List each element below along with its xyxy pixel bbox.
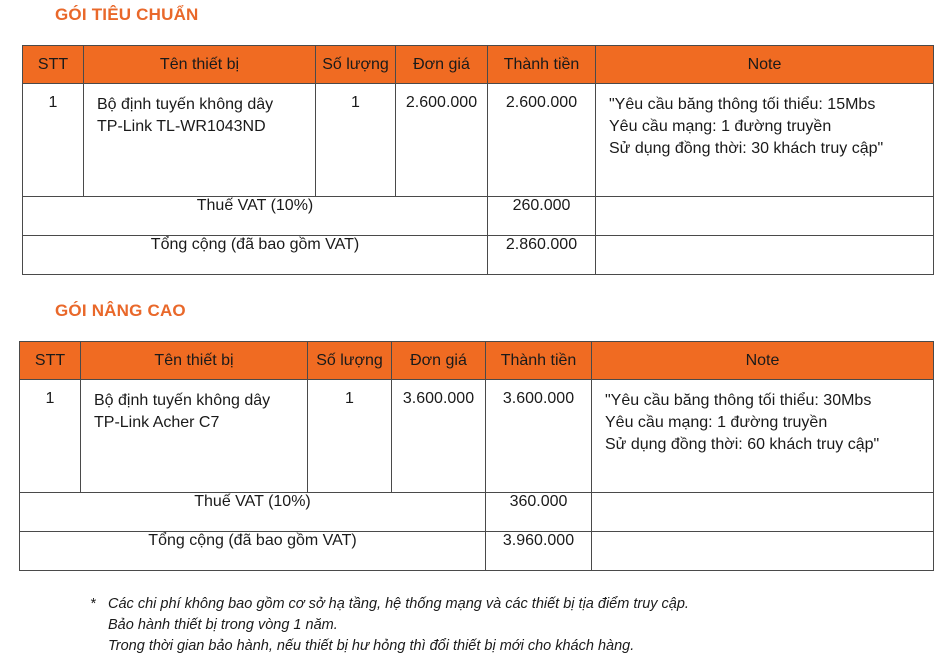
vat-row xyxy=(20,493,934,532)
col-header-stt: STT xyxy=(20,342,81,380)
cell-unit-price: 3.600.000 xyxy=(392,380,486,493)
cell-quantity: 1 xyxy=(308,380,392,493)
vat-note-empty xyxy=(596,197,934,236)
grand-total-value: 2.860.000 xyxy=(488,236,596,275)
quote-table-advanced xyxy=(19,341,934,571)
cell-unit-price: 2.600.000 xyxy=(396,84,488,197)
cell-stt: 1 xyxy=(23,84,84,197)
footnote xyxy=(90,594,689,657)
grand-total-note-empty xyxy=(592,532,934,571)
package-title-advanced: GÓI NÂNG CAO xyxy=(55,301,186,320)
cell-device-name xyxy=(84,84,316,197)
vat-note-empty xyxy=(592,493,934,532)
col-header-stt: STT xyxy=(23,46,84,84)
cell-note xyxy=(592,380,934,493)
footnote-line: Bảo hành thiết bị trong vòng 1 năm. xyxy=(108,617,338,633)
note-line: Yêu cầu mạng: 1 đường truyền xyxy=(609,118,832,135)
col-header-device: Tên thiết bị xyxy=(84,46,316,84)
col-header-device: Tên thiết bị xyxy=(81,342,308,380)
table-header-row xyxy=(23,46,934,84)
grand-total-row xyxy=(23,236,934,275)
cell-amount: 3.600.000 xyxy=(486,380,592,493)
vat-label: Thuế VAT (10%) xyxy=(20,493,486,532)
col-header-quantity: Số lượng xyxy=(316,46,396,84)
vat-value: 260.000 xyxy=(488,197,596,236)
grand-total-label: Tổng cộng (đã bao gồm VAT) xyxy=(20,532,486,571)
package-title-standard: GÓI TIÊU CHUẨN xyxy=(55,5,199,24)
col-header-quantity: Số lượng xyxy=(308,342,392,380)
cell-device-name xyxy=(81,380,308,493)
note-line: "Yêu cầu băng thông tối thiểu: 15Mbs xyxy=(609,96,876,113)
vat-value: 360.000 xyxy=(486,493,592,532)
note-line: "Yêu cầu băng thông tối thiểu: 30Mbs xyxy=(605,392,872,409)
table-row xyxy=(20,380,934,493)
cell-quantity: 1 xyxy=(316,84,396,197)
col-header-note: Note xyxy=(592,342,934,380)
grand-total-value: 3.960.000 xyxy=(486,532,592,571)
note-line: Yêu cầu mạng: 1 đường truyền xyxy=(605,414,828,431)
col-header-unit-price: Đơn giá xyxy=(396,46,488,84)
device-model-line: TP-Link Acher C7 xyxy=(94,414,220,431)
col-header-unit-price: Đơn giá xyxy=(392,342,486,380)
grand-total-row xyxy=(20,532,934,571)
table-row xyxy=(23,84,934,197)
grand-total-note-empty xyxy=(596,236,934,275)
col-header-amount: Thành tiền xyxy=(488,46,596,84)
vat-row xyxy=(23,197,934,236)
cell-stt: 1 xyxy=(20,380,81,493)
col-header-note: Note xyxy=(596,46,934,84)
note-line: Sử dụng đồng thời: 30 khách truy cập" xyxy=(609,140,884,157)
footnote-marker: * xyxy=(90,596,96,612)
device-name-line: Bộ định tuyến không dây xyxy=(94,392,271,409)
grand-total-label: Tổng cộng (đã bao gồm VAT) xyxy=(23,236,488,275)
quote-table-standard xyxy=(22,45,934,275)
note-line: Sử dụng đồng thời: 60 khách truy cập" xyxy=(605,436,880,453)
device-model-line: TP-Link TL-WR1043ND xyxy=(97,118,266,135)
footnote-line: Trong thời gian bảo hành, nếu thiết bị hư hỏng thì đổi thiết bị mới cho khách hàng. xyxy=(108,638,635,654)
table-header-row xyxy=(20,342,934,380)
footnote-line: Các chi phí không bao gồm cơ sở hạ tầng, hệ thống mạng và các thiết bị tịa điểm truy cập. xyxy=(108,596,689,612)
col-header-amount: Thành tiền xyxy=(486,342,592,380)
cell-note xyxy=(596,84,934,197)
cell-amount: 2.600.000 xyxy=(488,84,596,197)
device-name-line: Bộ định tuyến không dây xyxy=(97,96,274,113)
vat-label: Thuế VAT (10%) xyxy=(23,197,488,236)
